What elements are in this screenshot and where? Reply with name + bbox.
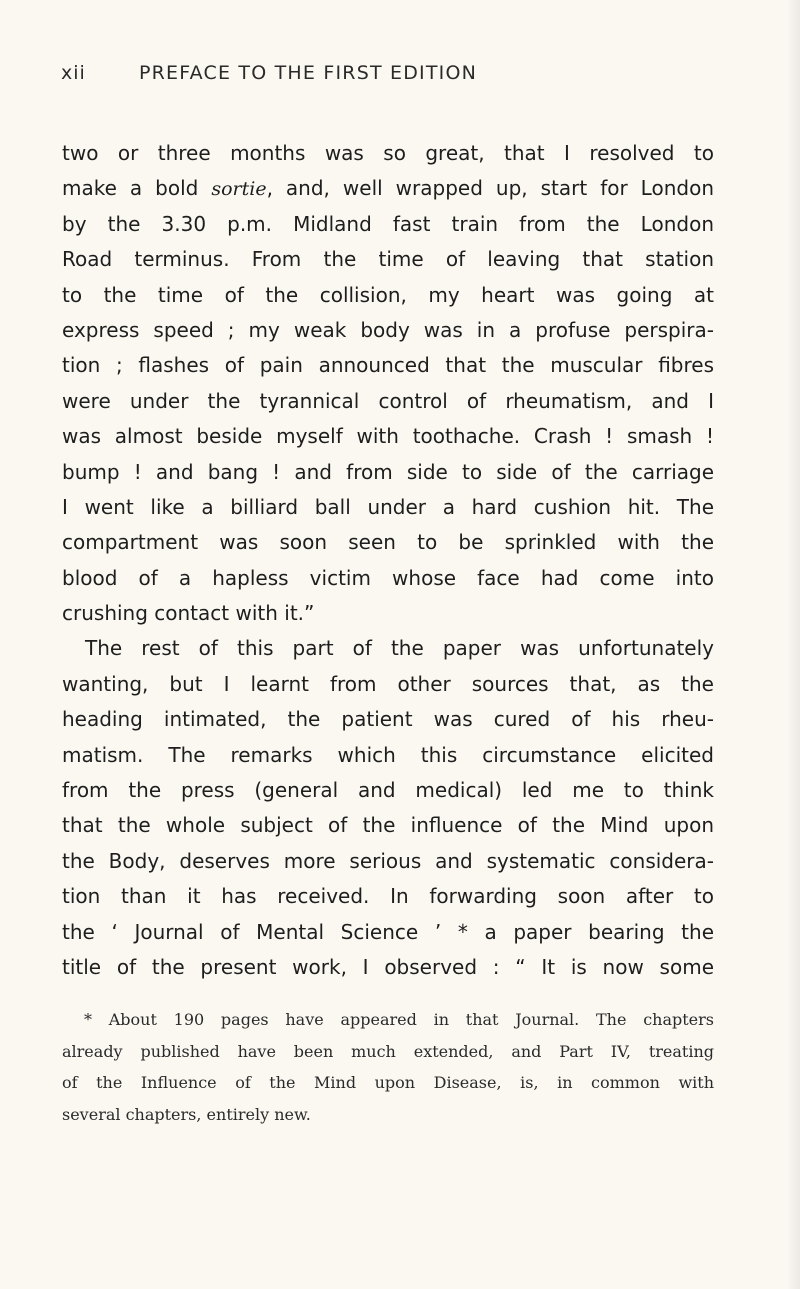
text-line: blood of a hapless victim whose face had come into xyxy=(62,565,714,590)
footnote-line: * About 190 pages have appeared in that Journal. The chapters xyxy=(84,1010,714,1029)
text-line: compartment was soon seen to be sprinkled with the xyxy=(62,530,714,555)
text-line: I went like a billiard ball under a hard cushion hit. The xyxy=(62,494,714,519)
text-span: , and, well wrapped up, start for London xyxy=(266,176,714,201)
text-line: wanting, but I learnt from other sources that, as the xyxy=(62,671,714,696)
text-line: bump ! and bang ! and from side to side of the carriage xyxy=(62,459,714,484)
text-span: make a bold xyxy=(62,176,212,201)
footnote-line: of the Influence of the Mind upon Disease, is, in common with xyxy=(62,1073,714,1092)
text-line xyxy=(62,171,714,206)
text-line: was almost beside myself with toothache. Crash ! smash ! xyxy=(62,424,714,449)
running-head: PREFACE TO THE FIRST EDITION xyxy=(139,62,478,84)
text-line: two or three months was so great, that I resolved to xyxy=(62,141,714,165)
text-line: that the whole subject of the influence of the Mind upon xyxy=(62,813,714,838)
page-number: xii xyxy=(61,62,86,84)
italic-word: sortie xyxy=(211,178,267,201)
page-header xyxy=(61,62,741,92)
text-line: to the time of the collision, my heart was going at xyxy=(62,282,714,307)
text-line: tion than it has received. In forwarding soon after to xyxy=(62,884,714,909)
text-line: tion ; flashes of pain announced that the muscular fibres xyxy=(62,353,714,378)
text-line: The rest of this part of the paper was unfortunately xyxy=(85,636,714,661)
text-line: the ‘ Journal of Mental Science ’ * a paper bearing the xyxy=(62,919,714,944)
text-line: heading intimated, the patient was cured of his rheu- xyxy=(62,707,714,732)
footnote-line: already published have been much extended, and Part IV, treating xyxy=(62,1041,714,1061)
text-line: title of the present work, I observed : “ It is now some xyxy=(62,954,714,979)
text-line: matism. The remarks which this circumstance elicited xyxy=(62,742,714,767)
text-line: crushing contact with it.” xyxy=(62,601,315,626)
text-line: from the press (general and medical) led me to think xyxy=(62,778,714,803)
page-edge-shadow xyxy=(786,0,800,1289)
text-line: Road terminus. From the time of leaving that station xyxy=(62,247,714,272)
text-line: were under the tyrannical control of rheumatism, and I xyxy=(62,388,714,413)
footnote xyxy=(62,1004,714,1130)
footnote-line: several chapters, entirely new. xyxy=(62,1104,311,1124)
text-line: the Body, deserves more serious and systematic considera- xyxy=(62,848,714,873)
body-text xyxy=(62,136,714,985)
text-line: by the 3.30 p.m. Midland fast train from the London xyxy=(62,211,714,236)
text-line: express speed ; my weak body was in a profuse perspira- xyxy=(62,317,714,342)
